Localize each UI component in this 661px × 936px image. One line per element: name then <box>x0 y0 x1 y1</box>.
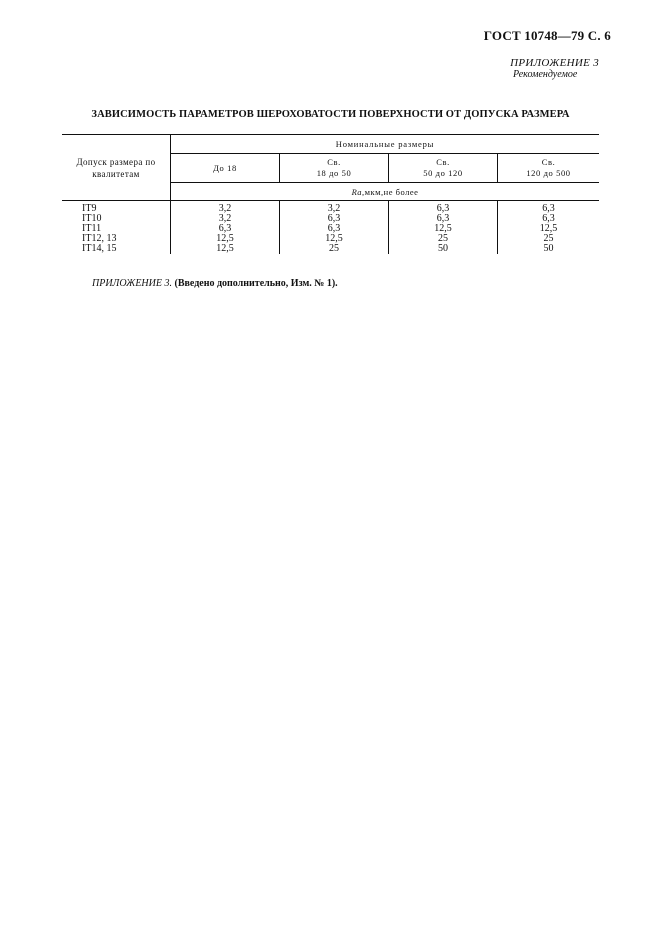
table-cell: 6,3 <box>280 224 389 234</box>
unit-header <box>171 183 600 201</box>
footer-label: ПРИЛОЖЕНИЕ 3. <box>92 278 172 289</box>
table-cell: 6,3 <box>498 214 600 224</box>
column-header-line1: Св. <box>327 157 341 167</box>
column-header <box>280 154 389 183</box>
unit-symbol: Ra <box>351 186 363 197</box>
table-cell: 3,2 <box>171 214 280 224</box>
row-label: IT11 <box>82 223 102 234</box>
table-cell: 25 <box>498 234 600 244</box>
column-header-line2: 120 до 500 <box>526 168 571 178</box>
row-label: IT9 <box>82 203 97 214</box>
table-cell: 6,3 <box>498 201 600 215</box>
row-label: IT12, 13 <box>82 233 117 244</box>
table-cell: 12,5 <box>389 224 498 234</box>
table-cell: 12,5 <box>171 234 280 244</box>
column-header-line1: Св. <box>541 157 556 167</box>
table-cell: 6,3 <box>389 214 498 224</box>
appendix-note: Рекомендуемое <box>513 69 578 80</box>
column-header <box>389 154 498 183</box>
table-cell: 6,3 <box>171 224 280 234</box>
appendix-label: ПРИЛОЖЕНИЕ 3 <box>510 57 599 69</box>
row-header: Допуск размера по квалитетам <box>62 135 171 201</box>
column-header-line2: 50 до 120 <box>423 168 463 178</box>
page-header: ГОСТ 10748—79 С. 6 <box>483 28 611 43</box>
row-label: IT14, 15 <box>82 243 117 254</box>
column-header <box>498 154 600 183</box>
table-cell: 50 <box>389 244 498 254</box>
table-cell: 25 <box>389 234 498 244</box>
table-cell: 3,2 <box>280 201 389 215</box>
table-cell: 3,2 <box>171 201 280 215</box>
table-cell: 12,5 <box>171 244 280 254</box>
footer-note <box>92 278 338 289</box>
row-label: IT10 <box>82 213 102 224</box>
column-header-line2: 18 до 50 <box>316 168 352 178</box>
table-cell: 6,3 <box>389 201 498 215</box>
table-cell: 6,3 <box>280 214 389 224</box>
column-header-line1: До 18 <box>213 162 237 173</box>
column-header <box>171 154 280 183</box>
unit-text: ,мкм,не более <box>362 186 419 197</box>
table-cell: 25 <box>280 244 389 254</box>
table-cell: 12,5 <box>280 234 389 244</box>
table-cell: 12,5 <box>498 224 600 234</box>
roughness-table <box>62 134 599 254</box>
table-row <box>62 201 599 215</box>
table-row <box>62 244 599 254</box>
group-header: Номинальные размеры <box>171 135 600 154</box>
table-title: ЗАВИСИМОСТЬ ПАРАМЕТРОВ ШЕРОХОВАТОСТИ ПОВЕРХНОСТИ ОТ ДОПУСКА РАЗМЕРА <box>91 109 570 120</box>
footer-text: (Введено дополнительно, Изм. № 1). <box>174 278 338 289</box>
table-cell: 50 <box>498 244 600 254</box>
column-header-line1: Св. <box>436 157 450 167</box>
